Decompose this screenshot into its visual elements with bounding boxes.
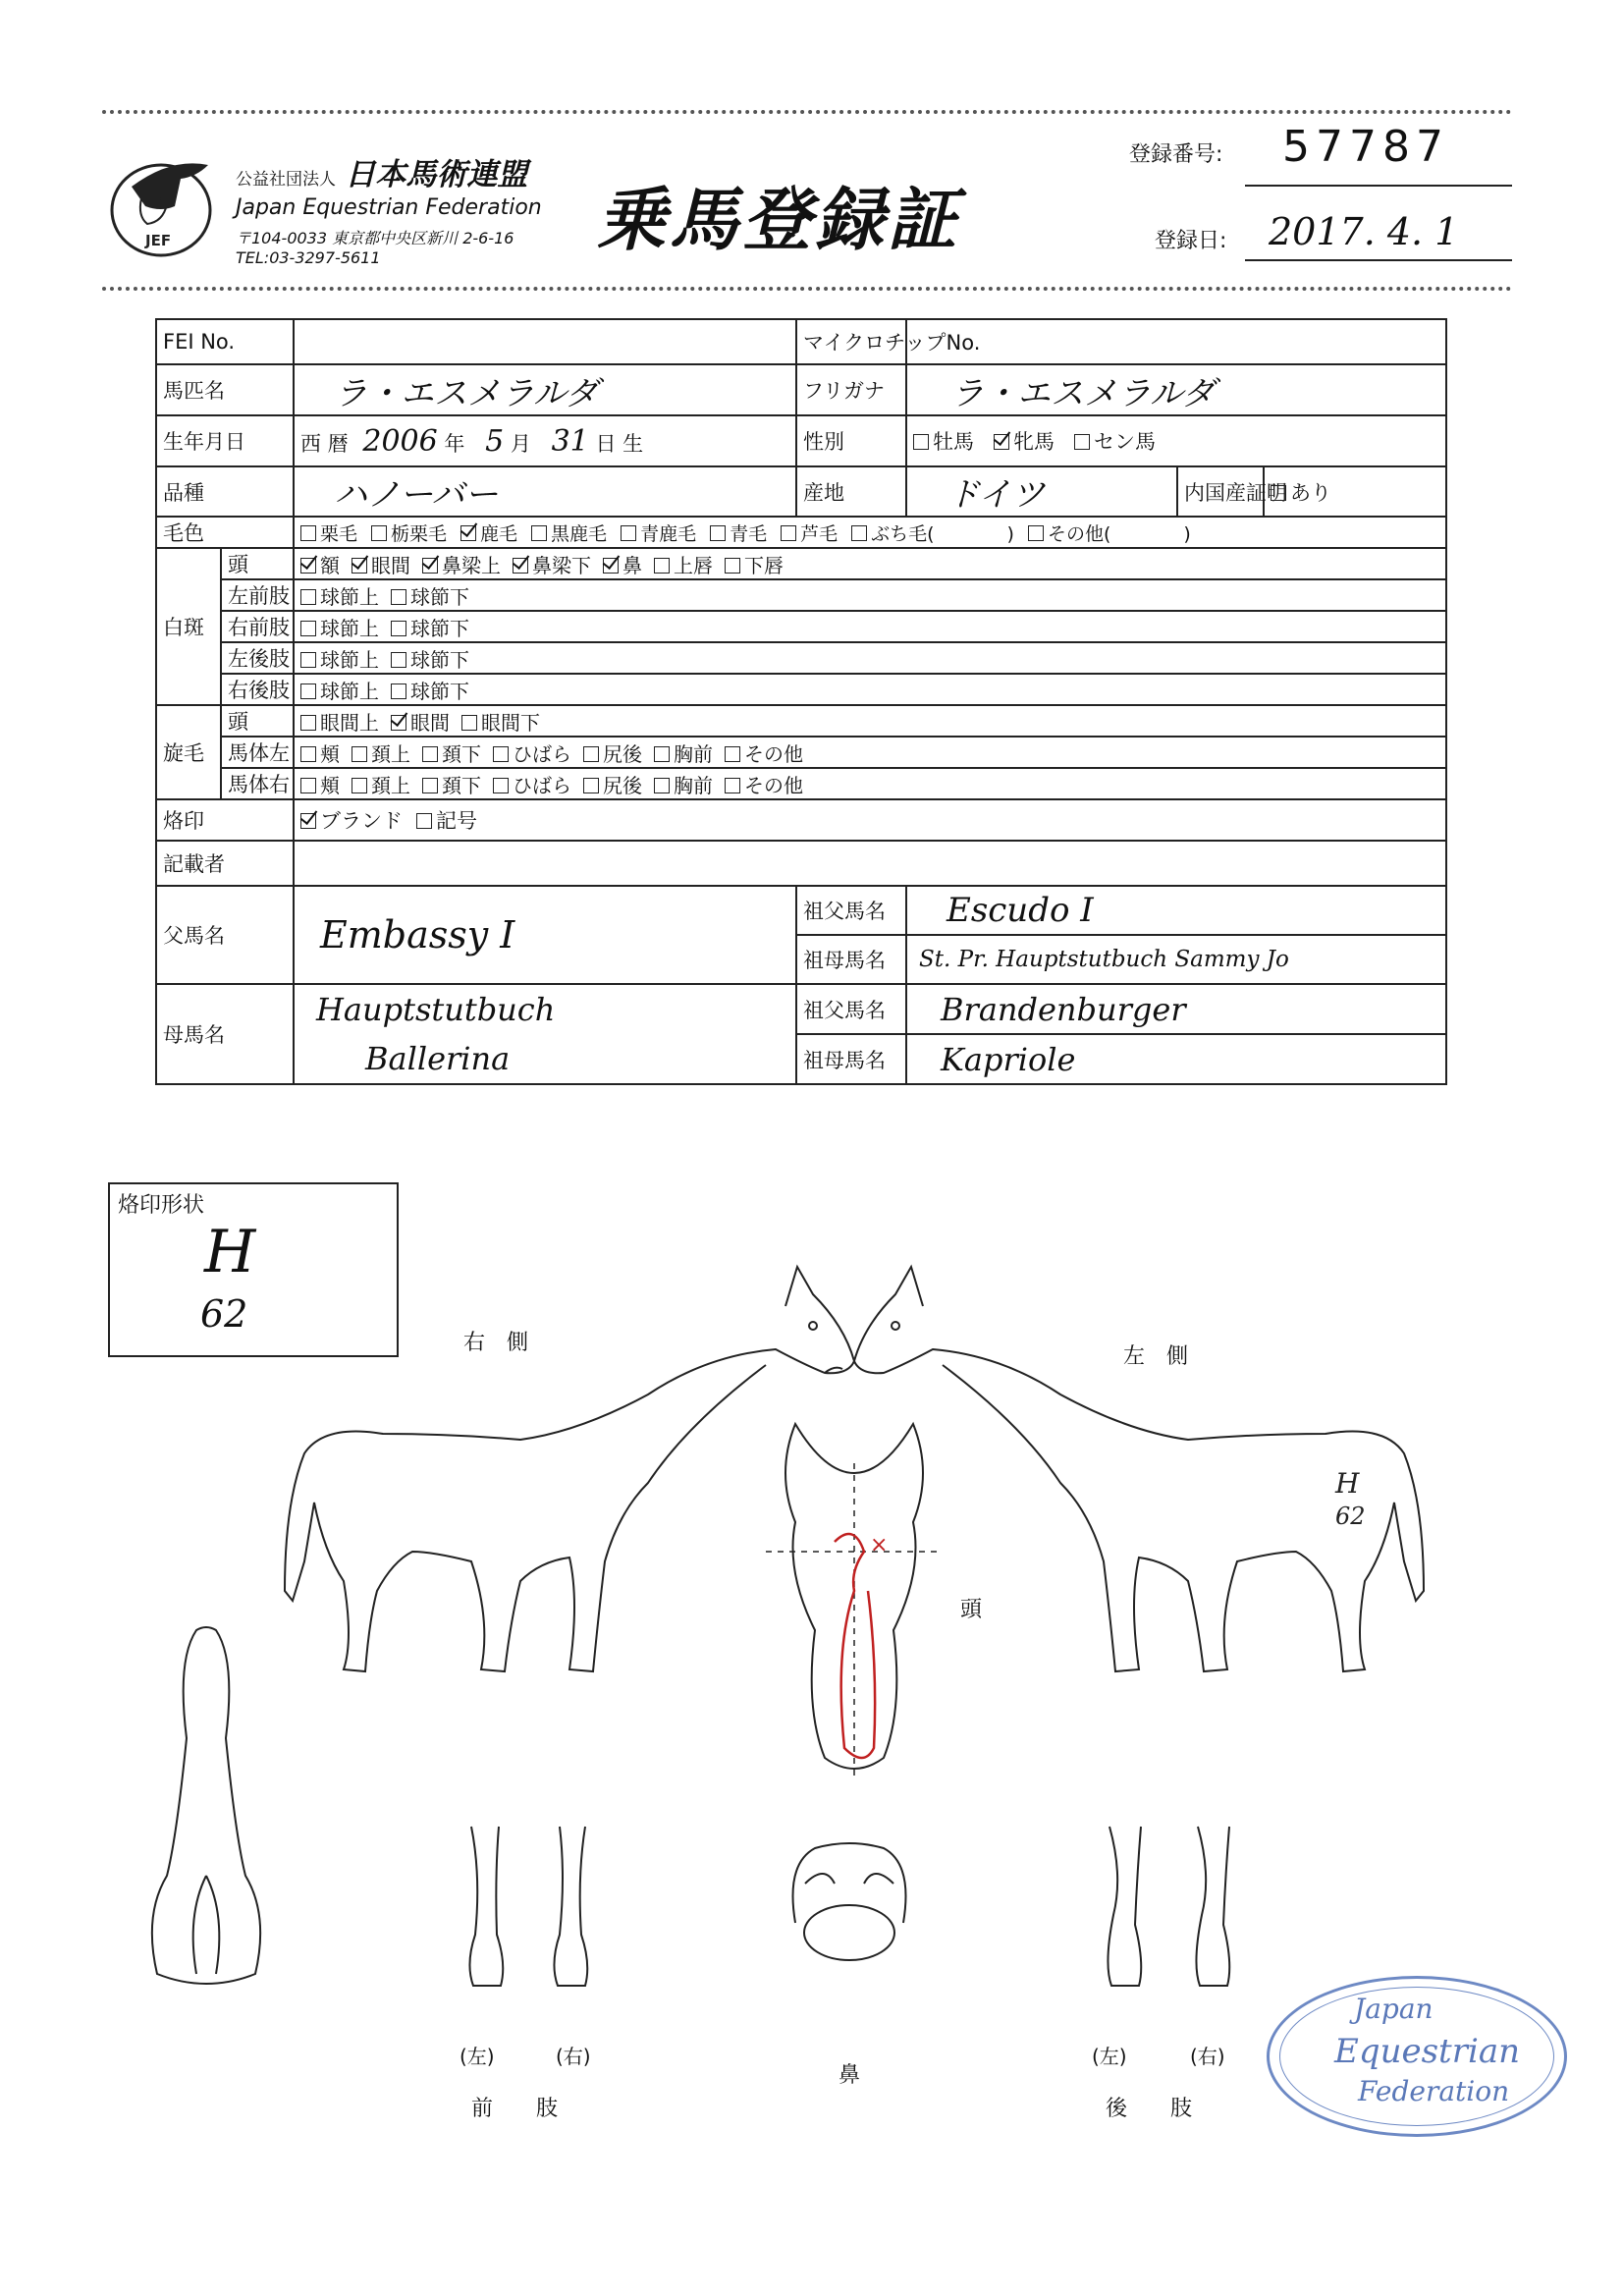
white-marking-option-label: 下唇 (744, 553, 784, 577)
sex-option (1074, 426, 1156, 456)
white-marking-checkbox[interactable] (300, 652, 316, 668)
whorl-option (352, 770, 410, 798)
color-checkbox[interactable] (531, 525, 547, 541)
whorl-checkbox[interactable] (493, 778, 509, 793)
whorl-part: 頭 (221, 705, 294, 737)
document-title: 乗馬登録証 (597, 180, 960, 260)
fei-row (156, 319, 1446, 364)
whorl-checkbox[interactable] (654, 778, 670, 793)
white-marking-option-label: 球節上 (320, 584, 379, 609)
white-marking-option-label: 球節上 (320, 616, 379, 640)
header-bottom-rule (102, 287, 1512, 291)
whorl-option-label: 眼間 (410, 710, 450, 735)
white-marking-checkbox[interactable] (654, 558, 670, 574)
registration-date-row (1155, 210, 1512, 254)
nose-label: 鼻 (839, 2063, 861, 2088)
whorl-row (156, 737, 1446, 768)
white-marking-option (300, 550, 340, 578)
right-side-label: 右 側 (463, 1331, 529, 1355)
dam-grandfather-label: 祖父馬名 (796, 984, 906, 1034)
whorl-checkbox[interactable] (422, 778, 438, 793)
sex-option (913, 426, 974, 456)
domestic-checkbox[interactable] (1271, 485, 1286, 501)
fei-value (294, 319, 796, 364)
whorl-option-label: その他 (744, 741, 803, 766)
front-right-label: (右) (556, 2045, 591, 2068)
sire-grandfather: Escudo I (906, 886, 1446, 935)
white-marking-option (513, 550, 591, 578)
origin-value: ドイツ (906, 466, 1177, 517)
whorl-checkbox[interactable] (352, 746, 367, 762)
registration-number-row (1129, 122, 1512, 172)
color-option-label: 栃栗毛 (391, 522, 448, 545)
brand-option (416, 805, 477, 835)
color-option (851, 519, 934, 546)
white-marking-row (156, 642, 1446, 674)
sire-grandfather-label: 祖父馬名 (796, 886, 906, 935)
white-marking-checkbox[interactable] (300, 589, 316, 605)
sex-label: 性別 (796, 415, 906, 466)
dam-grandmother-label: 祖母馬名 (796, 1034, 906, 1084)
brand-row (156, 799, 1446, 841)
birth-label: 生年月日 (156, 415, 294, 466)
whorl-part: 馬体左 (221, 737, 294, 768)
color-option-label: ぶち毛( (871, 522, 935, 545)
whorl-checkbox[interactable] (300, 715, 316, 731)
brand-option (300, 805, 403, 835)
white-marking-checkbox[interactable] (513, 558, 528, 574)
whorl-option (391, 707, 450, 736)
whorl-option (300, 707, 379, 736)
sire-value: Embassy I (294, 886, 796, 984)
dam-label: 母馬名 (156, 984, 294, 1084)
white-marking-option (352, 550, 410, 578)
brand-on-left-side: H (1335, 1467, 1360, 1500)
whorl-option-label: 頚上 (371, 741, 410, 766)
color-option-label: 黒鹿毛 (551, 522, 608, 545)
org-address: 〒104-0033 東京都中央区新川 2-6-16 (236, 229, 514, 247)
org-name-jp: 日本馬術連盟 (345, 157, 528, 192)
birth-day: 31 (551, 423, 589, 459)
org-name-en: Japan Equestrian Federation (236, 195, 542, 220)
color-option (781, 519, 838, 546)
whorl-checkbox[interactable] (654, 746, 670, 762)
white-marking-checkbox[interactable] (603, 558, 619, 574)
white-marking-checkbox[interactable] (391, 683, 406, 699)
white-marking-option-label: 眼間 (371, 553, 410, 577)
white-marking-option-label: 球節下 (410, 679, 469, 703)
sire-grandmother-label: 祖母馬名 (796, 935, 906, 984)
whorl-checkbox[interactable] (422, 746, 438, 762)
white-marking-checkbox[interactable] (391, 652, 406, 668)
whorl-option (725, 770, 803, 798)
white-marking-checkbox[interactable] (725, 558, 740, 574)
brand-number-on-left-side: 62 (1335, 1503, 1366, 1530)
jef-stamp (1267, 1976, 1567, 2137)
fei-label: FEI No. (156, 319, 294, 364)
sex-option-label: セン馬 (1094, 430, 1156, 454)
microchip-label: マイクロチップNo. (796, 319, 906, 364)
white-marking-option (654, 550, 713, 578)
color-checkbox[interactable] (460, 525, 476, 541)
furigana-value: ラ・エスメラルダ (906, 364, 1446, 415)
sex-checkbox[interactable] (994, 434, 1009, 450)
name-value: ラ・エスメラルダ (294, 364, 796, 415)
white-marking-option (300, 581, 379, 610)
white-marking-option (391, 676, 469, 704)
white-marking-option (391, 581, 469, 610)
white-marking-options (294, 548, 1446, 579)
white-marking-option-label: 球節上 (320, 679, 379, 703)
color-checkbox[interactable] (851, 525, 867, 541)
furigana-label: フリガナ (796, 364, 906, 415)
color-checkbox[interactable] (781, 525, 796, 541)
dam-value-line-2: Ballerina (365, 1040, 511, 1077)
whorl-checkbox[interactable] (461, 715, 477, 731)
white-marking-part: 左後肢 (221, 642, 294, 674)
white-marking-options (294, 674, 1446, 705)
hind-legs-label: 後 肢 (1106, 2097, 1193, 2121)
white-marking-checkbox[interactable] (422, 558, 438, 574)
color-checkbox[interactable] (621, 525, 636, 541)
head-label: 頭 (960, 1598, 983, 1622)
whorl-option-label: 頬 (320, 773, 340, 797)
name-row (156, 364, 1446, 415)
whorl-option (725, 738, 803, 767)
color-checkbox[interactable] (300, 525, 316, 541)
whorl-checkbox[interactable] (583, 778, 599, 793)
reg-date-label: 登録日: (1155, 229, 1227, 253)
sex-option-label: 牝馬 (1013, 430, 1055, 454)
white-marking-group-label: 白斑 (156, 548, 221, 705)
name-label: 馬匹名 (156, 364, 294, 415)
front-legs-diagram (452, 1817, 609, 1994)
whorl-option (654, 738, 713, 767)
color-option-label: 栗毛 (320, 522, 358, 545)
white-marking-row (156, 579, 1446, 611)
whorl-checkbox[interactable] (493, 746, 509, 762)
whorl-checkbox[interactable] (725, 778, 740, 793)
white-marking-option (300, 613, 379, 641)
white-marking-part: 左前肢 (221, 579, 294, 611)
jef-logo (102, 147, 228, 265)
left-side-label: 左 側 (1123, 1344, 1189, 1369)
whorl-checkbox[interactable] (300, 778, 316, 793)
breed-label: 品種 (156, 466, 294, 517)
writer-value (294, 841, 1446, 886)
whorl-option-label: 頬 (320, 741, 340, 766)
color-checkbox[interactable] (1028, 525, 1044, 541)
whorl-option-label: その他 (744, 773, 803, 797)
whorl-option (300, 770, 340, 798)
birth-month: 5 (485, 423, 505, 459)
white-marking-option (725, 550, 784, 578)
white-marking-option-label: 球節下 (410, 584, 469, 609)
white-marking-option-label: 上唇 (674, 553, 713, 577)
whorl-option (352, 738, 410, 767)
whorl-option (654, 770, 713, 798)
whorl-checkbox[interactable] (583, 746, 599, 762)
writer-row (156, 841, 1446, 886)
sex-checkbox[interactable] (913, 434, 929, 450)
color-option-label: 鹿毛 (480, 522, 518, 545)
hind-right-label: (右) (1190, 2045, 1225, 2068)
breed-value: ハノーバー (294, 466, 796, 517)
whorl-option (422, 738, 481, 767)
whorl-options (294, 737, 1446, 768)
color-option-label: 青鹿毛 (640, 522, 697, 545)
brand-checkbox[interactable] (300, 813, 316, 829)
sex-option (994, 426, 1055, 456)
brand-option-label: 記号 (436, 809, 477, 833)
brand-label: 烙印 (156, 799, 294, 841)
white-marking-option (391, 613, 469, 641)
whorl-option (493, 738, 571, 767)
birth-era: 西 暦 (300, 431, 349, 456)
birth-year: 2006 (362, 423, 438, 459)
white-marking-checkbox[interactable] (300, 621, 316, 636)
whorl-option-label: 眼間上 (320, 710, 379, 735)
pedigree-row-1 (156, 886, 1446, 935)
hind-legs-diagram (1090, 1817, 1247, 1994)
nose-diagram (776, 1834, 923, 1982)
sire-grandmother: St. Pr. Hauptstutbuch Sammy Jo (906, 935, 1446, 984)
whorl-checkbox[interactable] (300, 746, 316, 762)
breed-row (156, 466, 1446, 517)
whorl-option-label: 頚上 (371, 773, 410, 797)
color-option (371, 519, 447, 546)
reg-date-value: 2017. 4. 1 (1269, 210, 1459, 253)
white-marking-row (156, 548, 1446, 579)
white-marking-option-label: 鼻梁下 (532, 553, 591, 577)
sire-label: 父馬名 (156, 886, 294, 984)
white-marking-options (294, 642, 1446, 674)
pedigree-row-3 (156, 984, 1446, 1034)
sex-option-label: 牡馬 (933, 430, 974, 454)
color-option (531, 519, 607, 546)
hind-left-label: (左) (1092, 2045, 1127, 2068)
registration-table (155, 318, 1447, 1085)
stamp-line-1: Japan (1354, 1993, 1434, 2025)
whorl-option-label: 胸前 (674, 741, 713, 766)
brand-shape-label: 烙印形状 (118, 1193, 205, 1218)
color-paren-close: ) (1006, 522, 1014, 545)
birth-month-unit: 月 (510, 431, 531, 456)
color-checkbox[interactable] (710, 525, 726, 541)
domestic-option (1264, 466, 1446, 517)
dam-value (294, 984, 796, 1084)
color-row (156, 517, 1446, 548)
color-option (1028, 519, 1110, 546)
white-marking-checkbox[interactable] (300, 683, 316, 699)
white-marking-checkbox[interactable] (391, 589, 406, 605)
whorl-option (300, 738, 340, 767)
front-left-label: (左) (460, 2045, 495, 2068)
brand-options (294, 799, 1446, 841)
brand-option-label: ブランド (320, 809, 403, 833)
whorl-option-label: 眼間下 (481, 710, 540, 735)
color-option-label: その他( (1047, 522, 1111, 545)
sex-checkbox[interactable] (1074, 434, 1090, 450)
white-marking-part: 右後肢 (221, 674, 294, 705)
white-marking-option-label: 鼻梁上 (442, 553, 501, 577)
whorl-group-label: 旋毛 (156, 705, 221, 799)
color-options (294, 517, 1446, 548)
birth-year-unit: 年 (444, 431, 465, 456)
white-marking-rows (156, 548, 1446, 705)
color-label: 毛色 (156, 517, 294, 548)
sex-options (906, 415, 1446, 466)
white-marking-row (156, 674, 1446, 705)
white-marking-option-label: 球節下 (410, 616, 469, 640)
color-paren-close: ) (1183, 522, 1191, 545)
whorl-option-label: 胸前 (674, 773, 713, 797)
logo-text: JEF (145, 232, 172, 249)
birth-row (156, 415, 1446, 466)
whorl-option-label: 頚下 (442, 741, 481, 766)
white-marking-option (422, 550, 501, 578)
white-marking-option-label: 鼻 (622, 553, 642, 577)
dam-grandmother: Kapriole (906, 1034, 1446, 1084)
color-option (460, 519, 517, 546)
stamp-line-2: Equestrian (1334, 2032, 1521, 2071)
whorl-options (294, 705, 1446, 737)
whorl-option-label: 尻後 (603, 773, 642, 797)
whorl-part: 馬体右 (221, 768, 294, 799)
writer-label: 記載者 (156, 841, 294, 886)
domestic-label: 内国産証明 (1177, 466, 1264, 517)
whorl-option-label: 頚下 (442, 773, 481, 797)
brand-checkbox[interactable] (416, 813, 432, 829)
whorl-option (422, 770, 481, 798)
color-option-label: 芦毛 (800, 522, 839, 545)
reg-no-value: 57787 (1282, 122, 1449, 172)
white-marking-checkbox[interactable] (391, 621, 406, 636)
whorl-row (156, 768, 1446, 799)
dam-grandfather: Brandenburger (906, 984, 1446, 1034)
white-marking-part: 右前肢 (221, 611, 294, 642)
whorl-option (583, 770, 642, 798)
color-option (710, 519, 767, 546)
head-front-diagram (756, 1414, 952, 1787)
color-checkbox[interactable] (371, 525, 387, 541)
whorl-rows (156, 705, 1446, 799)
whorl-checkbox[interactable] (391, 715, 406, 731)
brand-mark: H (204, 1218, 256, 1286)
whorl-option-label: ひばら (513, 773, 571, 797)
white-marking-checkbox[interactable] (352, 558, 367, 574)
origin-label: 産地 (796, 466, 906, 517)
color-option (300, 519, 357, 546)
white-marking-options (294, 611, 1446, 642)
microchip-value (906, 319, 1446, 364)
whorl-option (493, 770, 571, 798)
white-marking-options (294, 579, 1446, 611)
white-marking-row (156, 611, 1446, 642)
white-marking-option-label: 額 (320, 553, 340, 577)
white-marking-part: 頭 (221, 548, 294, 579)
color-option-label: 青毛 (730, 522, 768, 545)
domestic-option-label: あり (1290, 480, 1331, 505)
white-marking-option (391, 644, 469, 673)
whorl-option (583, 738, 642, 767)
whorl-mark: × (870, 1533, 889, 1558)
color-option (621, 519, 696, 546)
whorl-option-label: ひばら (513, 741, 571, 766)
org-tel: TEL:03-3297-5611 (236, 248, 381, 267)
header-top-rule (102, 110, 1512, 114)
org-prefix: 公益社団法人 (236, 170, 336, 190)
dam-value-line-1: Hauptstutbuch (316, 991, 556, 1028)
birth-value (294, 415, 796, 466)
white-marking-option (603, 550, 642, 578)
birth-day-unit: 日 生 (595, 431, 644, 456)
whorl-checkbox[interactable] (352, 778, 367, 793)
horse-top-view-diagram (137, 1620, 275, 1994)
white-marking-checkbox[interactable] (300, 558, 316, 574)
whorl-option-label: 尻後 (603, 741, 642, 766)
white-marking-option (300, 676, 379, 704)
white-marking-option (300, 644, 379, 673)
whorl-checkbox[interactable] (725, 746, 740, 762)
org-block (236, 149, 589, 267)
whorl-row (156, 705, 1446, 737)
stamp-line-3: Federation (1358, 2075, 1510, 2107)
white-marking-option-label: 球節下 (410, 647, 469, 672)
brand-number: 62 (200, 1292, 248, 1336)
whorl-option (461, 707, 540, 736)
reg-no-label: 登録番号: (1129, 142, 1223, 167)
whorl-options (294, 768, 1446, 799)
front-legs-label: 前 肢 (471, 2097, 559, 2121)
white-marking-option-label: 球節上 (320, 647, 379, 672)
